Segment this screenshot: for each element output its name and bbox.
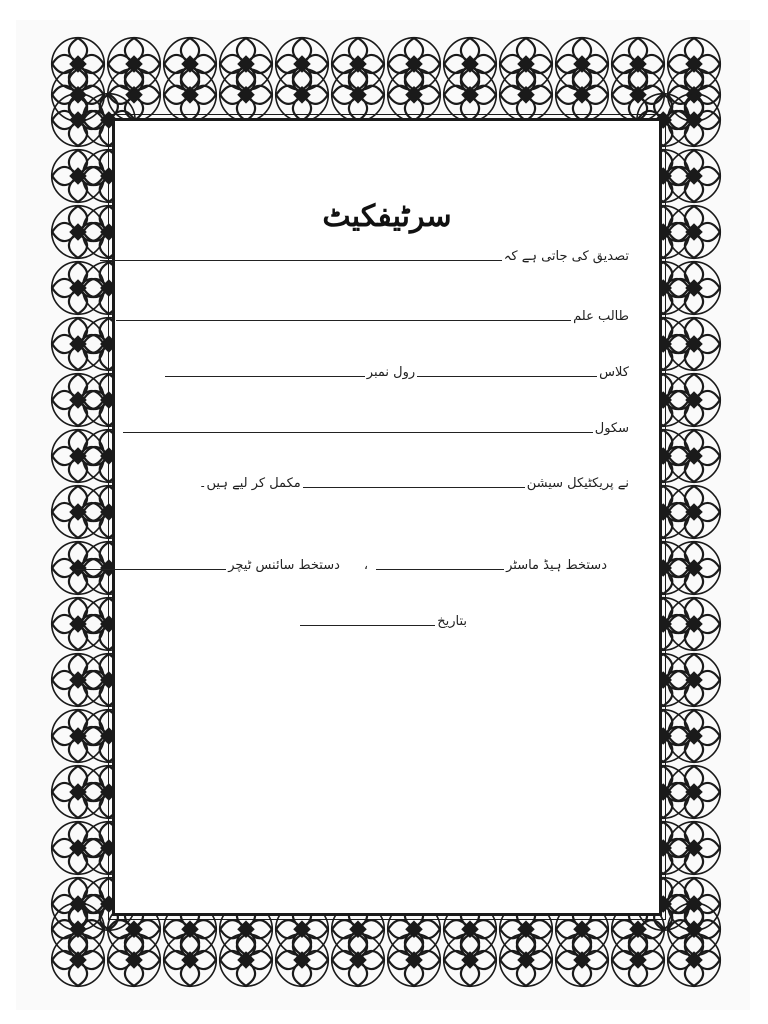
roll-blank[interactable] (165, 375, 365, 377)
floral-tile (164, 38, 217, 91)
floral-tile (500, 38, 553, 91)
floral-tile (52, 150, 105, 203)
floral-tile (388, 38, 441, 91)
floral-tile (444, 69, 497, 122)
student-blank[interactable] (116, 319, 571, 321)
floral-tile (52, 822, 105, 875)
floral-tile (388, 934, 441, 987)
floral-tile (52, 318, 105, 371)
floral-tile (52, 654, 105, 707)
floral-tile (52, 766, 105, 819)
floral-tile (276, 38, 329, 91)
floral-tile (556, 38, 609, 91)
certificate-panel (112, 118, 662, 916)
class-blank[interactable] (417, 375, 597, 377)
date-blank[interactable] (300, 624, 435, 626)
teacher-sign-blank[interactable] (76, 568, 226, 570)
floral-tile (220, 934, 273, 987)
name-blank[interactable] (100, 259, 502, 261)
floral-tile (108, 38, 161, 91)
floral-tile (52, 486, 105, 539)
floral-tile (668, 206, 721, 259)
practical-suffix: مکمل کر لیے ہیں۔ (198, 476, 301, 491)
floral-tile (52, 38, 105, 91)
floral-tile (668, 150, 721, 203)
school-label: سکول (594, 421, 629, 436)
practical-blank[interactable] (303, 486, 525, 488)
floral-tile (500, 934, 553, 987)
floral-tile (52, 934, 105, 987)
class-label: کلاس (599, 365, 629, 380)
head-sign-blank[interactable] (376, 568, 504, 570)
floral-tile (332, 934, 385, 987)
floral-tile (444, 38, 497, 91)
practical-row (197, 476, 631, 491)
floral-tile (276, 934, 329, 987)
floral-tile (668, 542, 721, 595)
floral-tile (276, 69, 329, 122)
school-blank[interactable] (123, 431, 593, 433)
roll-label: رول نمبر (366, 365, 416, 380)
floral-tile (164, 69, 217, 122)
floral-tile (668, 934, 721, 987)
student-row (116, 309, 631, 324)
floral-tile (52, 262, 105, 315)
floral-tile (220, 38, 273, 91)
floral-tile (668, 654, 721, 707)
floral-tile (332, 69, 385, 122)
floral-tile (556, 934, 609, 987)
floral-tile (500, 69, 553, 122)
floral-tile (332, 38, 385, 91)
teacher-sign-label: دستخط سائنس ٹیچر (228, 558, 340, 573)
floral-tile (164, 934, 217, 987)
floral-tile (108, 934, 161, 987)
certify-row (100, 249, 631, 264)
school-row (123, 421, 631, 436)
floral-tile (612, 38, 665, 91)
floral-tile (220, 69, 273, 122)
floral-tile (668, 710, 721, 763)
student-label: طالب علم (573, 309, 629, 324)
floral-tile (52, 206, 105, 259)
head-sign-label: دستخط ہیڈ ماسٹر (506, 558, 607, 573)
floral-tile (444, 934, 497, 987)
practical-prefix: نے پریکٹیکل سیشن (526, 476, 629, 491)
floral-tile (668, 598, 721, 651)
floral-tile (52, 430, 105, 483)
floral-tile (612, 934, 665, 987)
floral-tile (668, 486, 721, 539)
floral-tile (668, 262, 721, 315)
date-label: بتاریخ (437, 614, 467, 629)
certificate-title: سرٹیفکیٹ (322, 199, 452, 234)
floral-tile (668, 374, 721, 427)
floral-tile (388, 69, 441, 122)
date-row (300, 614, 469, 629)
floral-tile (668, 766, 721, 819)
comma-separator: ، (363, 558, 369, 573)
class-roll-row (165, 365, 631, 380)
floral-tile (52, 598, 105, 651)
floral-tile (668, 38, 721, 91)
floral-tile (668, 318, 721, 371)
certify-label: تصدیق کی جاتی ہے کہ (503, 249, 629, 264)
signature-row (76, 558, 609, 573)
floral-tile (668, 430, 721, 483)
floral-tile (668, 822, 721, 875)
floral-tile (52, 710, 105, 763)
floral-tile (556, 69, 609, 122)
floral-tile (52, 374, 105, 427)
